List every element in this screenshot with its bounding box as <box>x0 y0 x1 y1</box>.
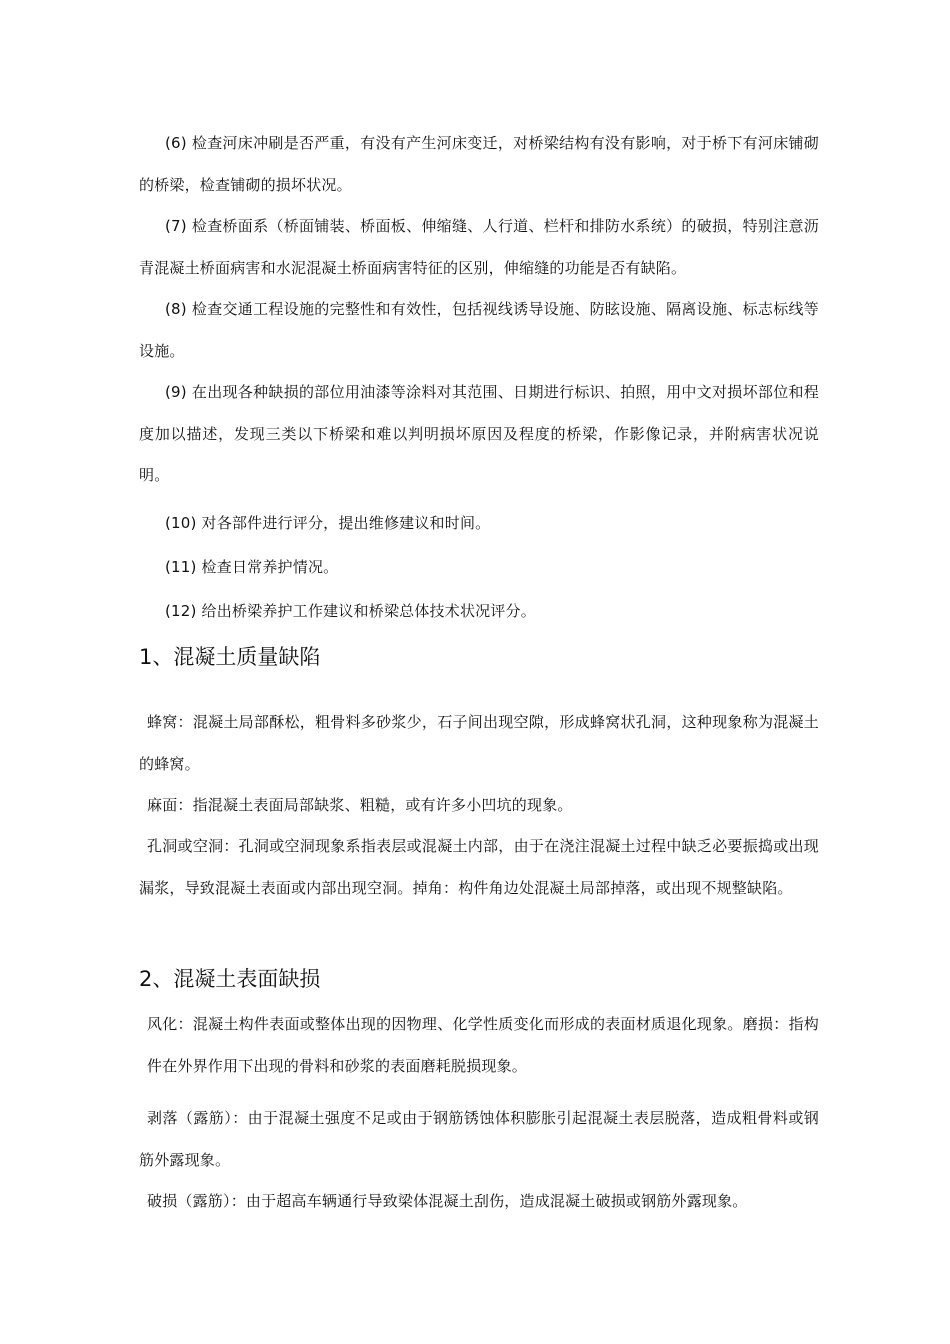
list-item-11: (11) 检查日常养护情况。 <box>165 558 339 576</box>
list-item-7: (7) 检查桥面系（桥面铺装、桥面板、伸缩缝、人行道、栏杆和排防水系统）的破损，特别注意沥青混凝土桥面病害和水泥混凝土桥面病害特征的区别，伸缩缝的功能是否有缺陷。 <box>139 217 819 277</box>
section-heading-2: 2、混凝土表面缺损 <box>139 967 321 991</box>
paragraph-spalling: 剥落（露筋）：由于混凝土强度不足或由于钢筋锈蚀体积膨胀引起混凝土表层脱落，造成粗骨料或钢筋外露现象。 <box>139 1109 819 1169</box>
list-item-10: (10) 对各部件进行评分，提出维修建议和时间。 <box>165 514 491 532</box>
paragraph-voids: 孔洞或空洞：孔洞或空洞现象系指表层或混凝土内部，由于在浇注混凝土过程中缺乏必要振捣或出现漏浆，导致混凝土表面或内部出现空洞。掉角：构件角边处混凝土局部掉落，或出现不规整缺陷。 <box>139 837 819 897</box>
paragraph-honeycomb: 蜂窝：混凝土局部酥松，粗骨料多砂浆少，石子间出现空隙，形成蜂窝状孔洞，这种现象称为混凝土的蜂窝。 <box>139 713 819 773</box>
list-item-9: (9) 在出现各种缺损的部位用油漆等涂料对其范围、日期进行标识、拍照，用中文对损坏部位和程度加以描述，发现三类以下桥梁和难以判明损坏原因及程度的桥梁，作影像记录，并附病害状况说明。 <box>139 383 819 484</box>
list-item-6: (6) 检查河床冲刷是否严重，有没有产生河床变迁，对桥梁结构有没有影响，对于桥下有河床铺砌的桥梁，检查铺砌的损坏状况。 <box>139 134 819 194</box>
list-item-12: (12) 给出桥梁养护工作建议和桥梁总体技术状况评分。 <box>165 602 536 620</box>
paragraph-pitted-surface: 麻面：指混凝土表面局部缺浆、粗糙，或有许多小凹坑的现象。 <box>147 796 573 814</box>
list-item-8: (8) 检查交通工程设施的完整性和有效性，包括视线诱导设施、防眩设施、隔离设施、标志标线等设施。 <box>139 300 819 360</box>
paragraph-weathering: 风化：混凝土构件表面或整体出现的因物理、化学性质变化而形成的表面材质退化现象。磨损：指构件在外界作用下出现的骨料和砂浆的表面磨耗脱损现象。 <box>147 1015 819 1075</box>
paragraph-breakage: 破损（露筋）：由于超高车辆通行导致梁体混凝土刮伤，造成混凝土破损或钢筋外露现象。 <box>147 1192 748 1210</box>
section-heading-1: 1、混凝土质量缺陷 <box>139 645 321 669</box>
